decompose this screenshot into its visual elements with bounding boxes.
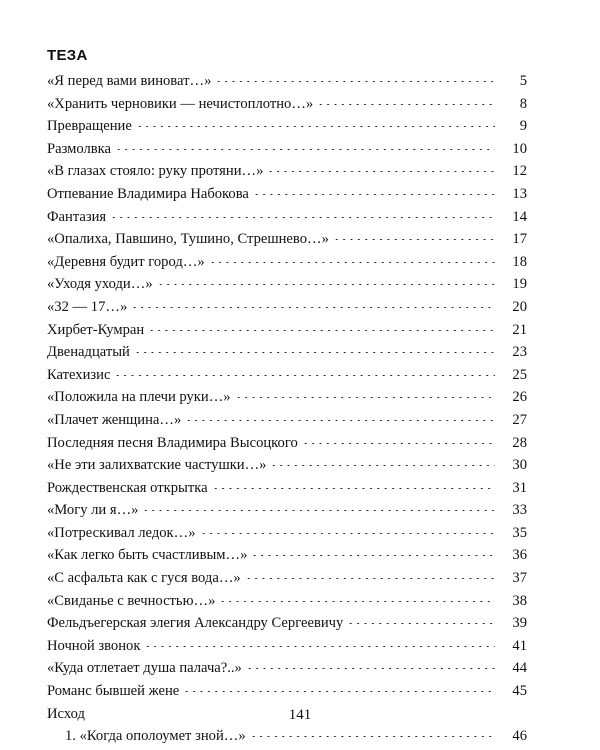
dot-leader [270, 465, 495, 466]
toc-entry [47, 409, 527, 432]
dot-leader [157, 284, 495, 285]
toc-entry-title: «Плачет женщина…» [47, 411, 182, 428]
dot-leader [185, 420, 495, 421]
toc-entry-title: Фантазия [47, 208, 107, 225]
toc-entry-page: 39 [512, 615, 527, 632]
toc-entry-page: 41 [512, 637, 527, 654]
toc-entry [47, 319, 527, 342]
dot-leader [115, 149, 495, 150]
toc-entry-page: 13 [512, 185, 527, 202]
toc-entry [47, 160, 527, 183]
toc-entry-title: «Потрескивал ледок…» [47, 524, 196, 541]
toc-entry-title: «С асфальта как с гуся вода…» [47, 570, 241, 587]
toc-entry-page: 20 [512, 298, 527, 315]
dot-leader [136, 126, 495, 127]
toc-entry-title: «Могу ли я…» [47, 502, 139, 519]
toc-entry [47, 590, 527, 613]
toc-entry-title: «Как легко быть счастливым…» [47, 547, 248, 564]
toc-entry-title: «Хранить черновики — нечистоплотно…» [47, 95, 314, 112]
toc-entry-page: 21 [512, 321, 527, 338]
toc-entry [47, 544, 527, 567]
dot-leader [235, 397, 495, 398]
toc-entry-page: 45 [512, 683, 527, 700]
toc-entry-page: 44 [512, 660, 527, 677]
toc-entry [47, 183, 527, 206]
toc-entry-page: 14 [512, 208, 527, 225]
toc-entry-page: 33 [512, 502, 527, 519]
toc-entry [47, 612, 527, 635]
dot-leader [142, 510, 495, 511]
toc-entry-title: «Свиданье с вечностью…» [47, 592, 216, 609]
toc-entry [47, 635, 527, 658]
dot-leader [333, 239, 495, 240]
toc-entry-page: 46 [512, 728, 527, 745]
toc-entry [47, 454, 527, 477]
toc-entry-title: Хирбет-Кумран [47, 321, 145, 338]
toc-entry [47, 296, 527, 319]
toc-entry-page: 19 [512, 276, 527, 293]
toc-entry-page: 5 [519, 73, 527, 89]
toc-entry [47, 567, 527, 590]
dot-leader [215, 81, 495, 82]
toc-entry [47, 499, 527, 522]
toc-entry-page: 9 [519, 118, 527, 135]
section-title: ТЕЗА [47, 47, 88, 64]
toc-entry [47, 93, 527, 116]
dot-leader [183, 691, 495, 692]
toc-entry-page: 25 [512, 366, 527, 383]
toc-entry [47, 386, 527, 409]
toc-entry-page: 37 [512, 570, 527, 587]
dot-leader [148, 330, 495, 331]
dot-leader [302, 443, 495, 444]
toc-entry [47, 115, 527, 138]
toc-entry-title: 1. «Когда ополоумет зной…» [65, 728, 246, 745]
toc-entry-title: «Не эти залихватские частушки…» [47, 457, 267, 474]
toc-entry [47, 206, 527, 229]
toc-entry [47, 228, 527, 251]
toc-entry-page: 38 [512, 592, 527, 609]
toc-entry-title: «Деревня будит город…» [47, 253, 205, 270]
dot-leader [347, 623, 495, 624]
dot-leader [250, 736, 495, 737]
dot-leader [253, 194, 495, 195]
toc-entry [47, 725, 527, 748]
dot-leader [251, 555, 495, 556]
toc-entry [47, 70, 527, 93]
dot-leader [212, 488, 495, 489]
toc-entry-title: Последняя песня Владимира Высоцкого [47, 434, 298, 451]
toc-entry-title: «Опалиха, Павшино, Тушино, Стрешнево…» [47, 231, 329, 248]
toc-entry-page: 18 [512, 253, 527, 270]
toc-entry [47, 251, 527, 274]
toc-entry-title: Двенадцатый [47, 344, 130, 361]
toc-entry-title: Превращение [47, 118, 132, 135]
toc-entry-title: Фельдъегерская элегия Александру Сергеевичу [47, 615, 344, 632]
dot-leader [209, 262, 495, 263]
dot-leader [114, 375, 495, 376]
toc-entry-title: Катехизис [47, 366, 111, 383]
toc-entry [47, 273, 527, 296]
dot-leader [317, 104, 495, 105]
dot-leader [219, 601, 495, 602]
dot-leader [134, 352, 495, 353]
toc-entry-title: Рождественская открытка [47, 479, 208, 496]
dot-leader [246, 668, 495, 669]
toc-entry-title: Отпевание Владимира Набокова [47, 185, 249, 202]
dot-leader [245, 578, 495, 579]
toc-entry [47, 138, 527, 161]
toc-entry [47, 477, 527, 500]
toc-entry-page: 28 [512, 434, 527, 451]
page-number: 141 [288, 707, 312, 723]
toc-entry [47, 364, 527, 387]
toc-entry-title: «Положила на плечи руки…» [47, 389, 231, 406]
toc-entry-page: 36 [512, 547, 527, 564]
dot-leader [131, 307, 495, 308]
toc-entry-title: Ночной звонок [47, 637, 141, 654]
toc-entry [47, 522, 527, 545]
toc-entry-title: «Я перед вами виноват…» [47, 73, 212, 89]
dot-leader [110, 217, 495, 218]
toc-entry-page: 12 [512, 163, 527, 180]
toc-entry-page: 30 [512, 457, 527, 474]
toc-entry-title: «В глазах стояло: руку протяни…» [47, 163, 264, 180]
toc-entry-page: 35 [512, 524, 527, 541]
toc-entry-title: «32 — 17…» [47, 298, 128, 315]
toc-entry-title: Романс бывшей жене [47, 683, 180, 700]
dot-leader [144, 646, 495, 647]
toc-entry-title: «Куда отлетает душа палача?..» [47, 660, 242, 677]
toc-entry-page: 23 [512, 344, 527, 361]
toc-entry-title: Исход [47, 705, 85, 722]
toc-entry-page: 26 [512, 389, 527, 406]
toc-entry [47, 657, 527, 680]
toc-entry-page: 10 [512, 140, 527, 157]
toc-entry-page: 27 [512, 411, 527, 428]
toc-entry [47, 341, 527, 364]
dot-leader [200, 533, 495, 534]
dot-leader [267, 171, 495, 172]
toc-entry-page: 17 [512, 231, 527, 248]
table-of-contents [47, 70, 527, 748]
toc-entry [47, 680, 527, 703]
toc-entry-title: «Уходя уходи…» [47, 276, 153, 293]
toc-entry [47, 432, 527, 455]
toc-entry-page: 31 [512, 479, 527, 496]
toc-entry-page: 8 [519, 95, 527, 112]
toc-entry-title: Размолвка [47, 140, 112, 157]
